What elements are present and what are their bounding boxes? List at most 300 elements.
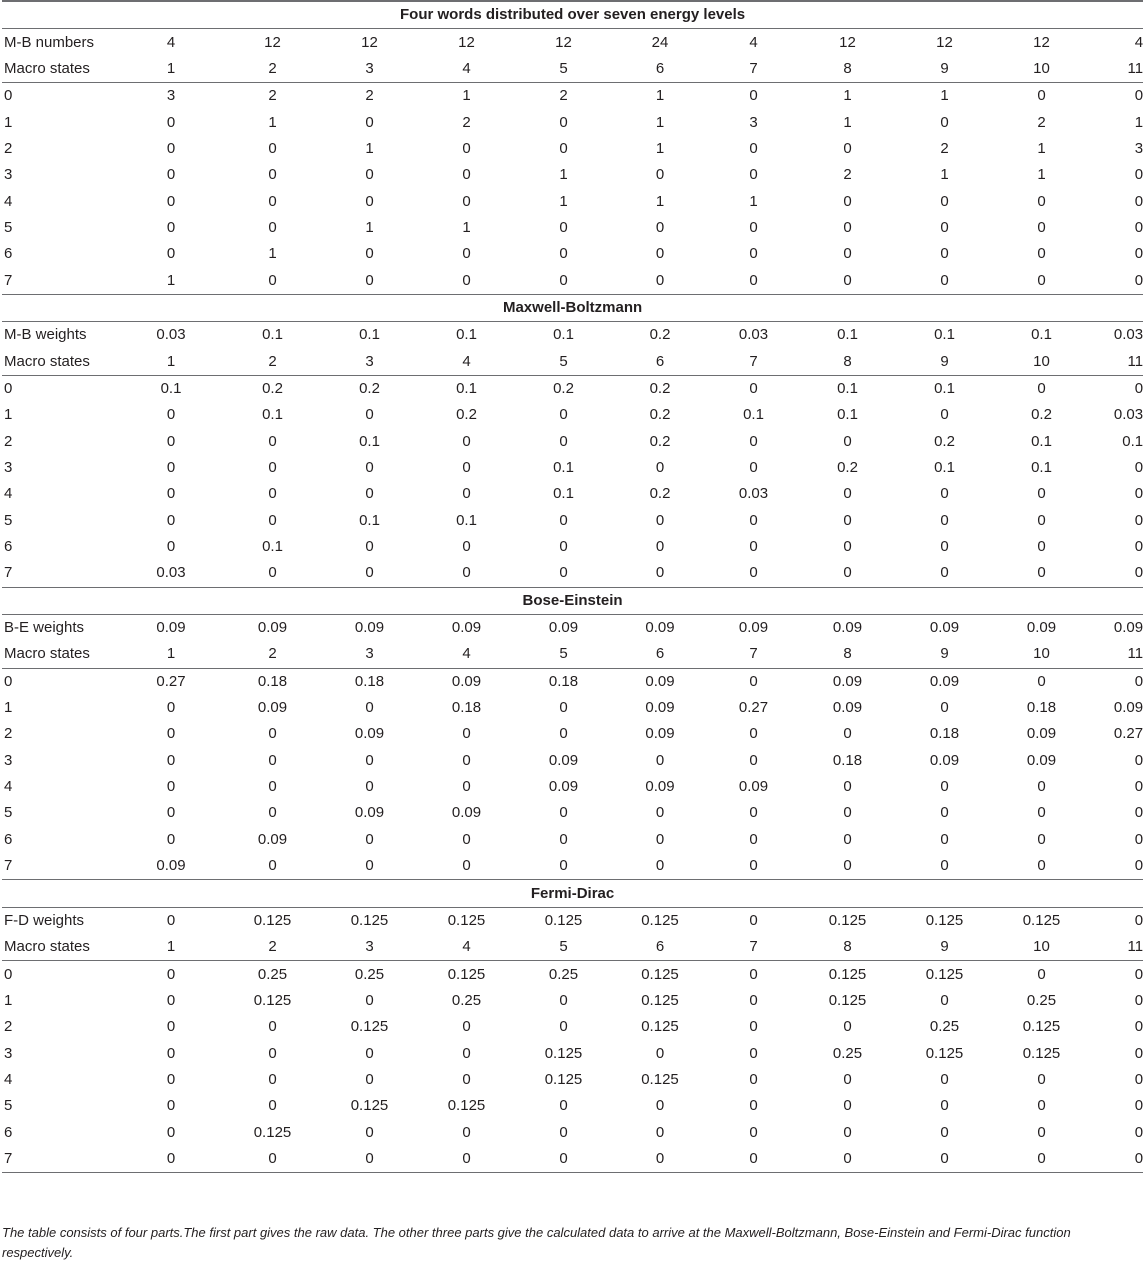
energy-level-row bbox=[2, 215, 1143, 241]
table-cell: 0 bbox=[1134, 965, 1144, 983]
weights-label: M-B numbers bbox=[4, 33, 95, 51]
table-cell: 0.125 bbox=[544, 1044, 583, 1062]
table-cell: 0 bbox=[749, 271, 758, 289]
table-cell: 0.125 bbox=[1022, 1044, 1061, 1062]
table-cell: 0 bbox=[1134, 538, 1144, 556]
table-cell: 0 bbox=[1037, 245, 1046, 263]
weight-cell: 0.03 bbox=[1113, 326, 1144, 344]
macro-state-cell: 5 bbox=[515, 348, 612, 375]
table-cell: 0.1 bbox=[934, 459, 955, 477]
energy-level-row bbox=[2, 534, 1143, 560]
table-cell: 0 bbox=[843, 485, 852, 503]
table-cell: 0 bbox=[655, 1097, 665, 1115]
table-cell: 0.18 bbox=[451, 699, 482, 717]
weight-cell: 12 bbox=[1033, 33, 1050, 51]
table-cell: 0.125 bbox=[350, 1097, 389, 1115]
table-cell: 0.09 bbox=[156, 857, 186, 875]
energy-level-row bbox=[2, 1014, 1143, 1040]
table-cell: 0 bbox=[749, 965, 758, 983]
table-cell: 0 bbox=[166, 432, 176, 450]
energy-level-label: 4 bbox=[4, 192, 13, 210]
table-cell: 0 bbox=[365, 699, 374, 717]
table-cell: 0 bbox=[166, 406, 176, 424]
weights-row bbox=[2, 29, 1143, 56]
table-cell: 0.09 bbox=[354, 725, 385, 743]
table-cell: 0 bbox=[1037, 857, 1046, 875]
weight-cell: 12 bbox=[555, 33, 572, 51]
table-cell: 0 bbox=[1134, 1097, 1144, 1115]
section-title: Bose-Einstein bbox=[2, 587, 1143, 614]
table-cell: 0 bbox=[1037, 192, 1046, 210]
table-cell: 0 bbox=[166, 804, 176, 822]
section-header-row bbox=[2, 880, 1143, 907]
table-cell: 0 bbox=[1134, 459, 1144, 477]
macro-states-row bbox=[2, 641, 1143, 668]
table-cell: 0 bbox=[462, 485, 471, 503]
table-cell: 0 bbox=[166, 485, 176, 503]
table-cell: 0.1 bbox=[160, 379, 182, 397]
table-cell: 0 bbox=[166, 459, 176, 477]
table-cell: 0 bbox=[166, 1097, 176, 1115]
table-footnote: The table consists of four parts.The first part gives the raw data. The other three parts give the calculated data to arrive at the Maxwell-Boltzmann, Bose-Einstein and Fermi-Dirac function respectively. bbox=[2, 1225, 1071, 1260]
energy-level-row bbox=[2, 668, 1143, 695]
table-cell: 0 bbox=[268, 271, 277, 289]
table-cell: 0.09 bbox=[645, 778, 675, 796]
table-cell: 0 bbox=[268, 1097, 277, 1115]
table-cell: 0 bbox=[166, 1070, 176, 1088]
table-cell: 0.09 bbox=[1113, 699, 1144, 717]
table-cell: 0 bbox=[1037, 564, 1046, 582]
energy-level-label: 5 bbox=[4, 804, 13, 822]
table-cell: 0 bbox=[166, 218, 176, 236]
weight-cell: 0.125 bbox=[253, 911, 292, 929]
table-cell: 0 bbox=[462, 1018, 471, 1036]
table-cell: 0 bbox=[655, 830, 665, 848]
table-cell: 0 bbox=[268, 218, 277, 236]
table-cell: 0 bbox=[166, 245, 176, 263]
table-cell: 1 bbox=[655, 192, 665, 210]
macro-state-cell: 1 bbox=[118, 56, 224, 83]
table-cell: 0 bbox=[1037, 511, 1046, 529]
table-cell: 0 bbox=[749, 804, 758, 822]
energy-level-label: 2 bbox=[4, 139, 13, 157]
table-cell: 0 bbox=[559, 218, 568, 236]
weight-cell: 0 bbox=[749, 911, 758, 929]
macro-state-cell: 6 bbox=[612, 56, 708, 83]
table-cell: 0 bbox=[749, 830, 758, 848]
table-cell: 1 bbox=[1037, 139, 1046, 157]
table-cell: 0 bbox=[462, 1070, 471, 1088]
weight-cell: 0.125 bbox=[1022, 911, 1061, 929]
table-cell: 0 bbox=[166, 192, 176, 210]
macro-state-cell: 3 bbox=[321, 934, 418, 961]
macro-state-cell: 2 bbox=[224, 348, 321, 375]
weight-cell: 0.1 bbox=[837, 326, 858, 344]
table-cell: 0 bbox=[365, 113, 374, 131]
weight-cell: 0.1 bbox=[1031, 326, 1052, 344]
table-cell: 0.1 bbox=[837, 406, 858, 424]
table-cell: 0 bbox=[1037, 965, 1046, 983]
table-cell: 0 bbox=[462, 432, 471, 450]
table-cell: 0 bbox=[559, 511, 568, 529]
weight-cell: 0.09 bbox=[156, 619, 186, 637]
table-cell: 0 bbox=[655, 511, 665, 529]
table-cell: 0 bbox=[166, 538, 176, 556]
macro-state-cell: 8 bbox=[799, 934, 896, 961]
energy-level-row bbox=[2, 1146, 1143, 1173]
energy-level-row bbox=[2, 748, 1143, 774]
table-cell: 0.09 bbox=[929, 672, 960, 690]
energy-level-row bbox=[2, 188, 1143, 214]
table-cell: 1 bbox=[1037, 166, 1046, 184]
table-cell: 0.1 bbox=[359, 511, 380, 529]
table-cell: 0 bbox=[940, 485, 949, 503]
energy-level-row bbox=[2, 695, 1143, 721]
table-cell: 0 bbox=[365, 245, 374, 263]
table-cell: 0.125 bbox=[350, 1018, 389, 1036]
table-cell: 0 bbox=[749, 857, 758, 875]
table-cell: 0.03 bbox=[156, 564, 186, 582]
table-cell: 0 bbox=[940, 406, 949, 424]
weight-cell: 0.125 bbox=[447, 911, 486, 929]
table-cell: 0 bbox=[843, 271, 852, 289]
weight-cell: 12 bbox=[458, 33, 475, 51]
table-cell: 0.125 bbox=[828, 965, 867, 983]
table-cell: 2 bbox=[365, 87, 374, 105]
table-cell: 0.125 bbox=[641, 1070, 679, 1088]
table-cell: 1 bbox=[462, 87, 471, 105]
table-cell: 0.125 bbox=[641, 1018, 679, 1036]
table-cell: 0 bbox=[940, 511, 949, 529]
table-cell: 0 bbox=[749, 218, 758, 236]
macro-state-cell: 9 bbox=[896, 641, 993, 668]
macro-state-cell: 1 bbox=[118, 641, 224, 668]
macro-state-cell: 9 bbox=[896, 348, 993, 375]
weight-cell: 24 bbox=[651, 33, 669, 51]
table-cell: 2 bbox=[462, 113, 471, 131]
table-cell: 0 bbox=[559, 725, 568, 743]
table-cell: 1 bbox=[940, 87, 949, 105]
energy-level-label: 1 bbox=[4, 113, 13, 131]
table-cell: 0 bbox=[268, 192, 277, 210]
energy-level-label: 4 bbox=[4, 1070, 13, 1088]
table-cell: 0 bbox=[843, 538, 852, 556]
table-cell: 0 bbox=[462, 166, 471, 184]
table-cell: 1 bbox=[365, 139, 374, 157]
table-cell: 0 bbox=[365, 406, 374, 424]
macro-state-cell: 2 bbox=[224, 641, 321, 668]
table-cell: 0 bbox=[559, 245, 568, 263]
table-cell: 0 bbox=[1134, 778, 1144, 796]
table-cell: 0 bbox=[749, 751, 758, 769]
table-cell: 0.1 bbox=[456, 511, 477, 529]
table-cell: 0 bbox=[843, 857, 852, 875]
table-cell: 0 bbox=[655, 459, 665, 477]
table-cell: 0.09 bbox=[645, 672, 675, 690]
table-cell: 0 bbox=[166, 751, 176, 769]
energy-level-label: 0 bbox=[4, 672, 13, 690]
table-cell: 0 bbox=[166, 830, 176, 848]
table-cell: 0 bbox=[1134, 87, 1144, 105]
table-cell: 0.2 bbox=[1031, 406, 1052, 424]
macro-state-cell: 11 bbox=[1090, 934, 1143, 961]
macro-state-cell: 4 bbox=[418, 348, 515, 375]
table-cell: 0 bbox=[365, 166, 374, 184]
table-cell: 0.09 bbox=[257, 830, 288, 848]
weight-cell: 0.09 bbox=[738, 619, 769, 637]
table-cell: 0.18 bbox=[929, 725, 960, 743]
energy-level-label: 3 bbox=[4, 459, 13, 477]
table-cell: 0 bbox=[1134, 751, 1144, 769]
weights-row bbox=[2, 322, 1143, 349]
table-cell: 1 bbox=[655, 87, 665, 105]
table-cell: 3 bbox=[749, 113, 758, 131]
energy-level-label: 2 bbox=[4, 432, 13, 450]
table-cell: 0 bbox=[559, 538, 568, 556]
macro-state-cell: 2 bbox=[224, 56, 321, 83]
table-cell: 0 bbox=[1037, 804, 1046, 822]
table-cell: 0 bbox=[268, 778, 277, 796]
table-cell: 0 bbox=[166, 511, 176, 529]
table-cell: 0 bbox=[655, 271, 665, 289]
table-cell: 0 bbox=[268, 511, 277, 529]
table-cell: 0.1 bbox=[934, 379, 955, 397]
weight-cell: 0 bbox=[166, 911, 176, 929]
table-cell: 0.125 bbox=[925, 1044, 964, 1062]
table-cell: 1 bbox=[268, 245, 277, 263]
energy-level-label: 2 bbox=[4, 725, 13, 743]
table-cell: 0 bbox=[843, 1070, 852, 1088]
table-cell: 1 bbox=[559, 166, 568, 184]
energy-level-row bbox=[2, 1040, 1143, 1066]
table-cell: 0.2 bbox=[456, 406, 477, 424]
table-cell: 0.09 bbox=[451, 672, 482, 690]
energy-level-label: 3 bbox=[4, 1044, 13, 1062]
table-cell: 0.2 bbox=[837, 459, 858, 477]
table-cell: 0 bbox=[462, 778, 471, 796]
table-cell: 0 bbox=[462, 459, 471, 477]
table-cell: 0 bbox=[1090, 1146, 1143, 1173]
table-cell: 0 bbox=[749, 1070, 758, 1088]
energy-level-label: 6 bbox=[4, 245, 13, 263]
table-cell: 0 bbox=[843, 564, 852, 582]
table-cell: 0 bbox=[940, 804, 949, 822]
macro-state-cell: 11 bbox=[1090, 348, 1143, 375]
table-cell: 3 bbox=[166, 87, 176, 105]
table-cell: 0 bbox=[268, 139, 277, 157]
table-cell: 0 bbox=[268, 432, 277, 450]
weight-cell: 0.03 bbox=[156, 326, 186, 344]
table-cell: 2 bbox=[940, 139, 949, 157]
table-cell: 0.125 bbox=[641, 965, 679, 983]
table-cell: 1 bbox=[655, 113, 665, 131]
macro-states-label: Macro states bbox=[2, 56, 118, 83]
table-cell: 1 bbox=[559, 192, 568, 210]
energy-level-row bbox=[2, 481, 1143, 507]
table-cell: 0 bbox=[843, 725, 852, 743]
weight-cell: 0.09 bbox=[354, 619, 385, 637]
table-cell: 0 bbox=[268, 459, 277, 477]
energy-level-row bbox=[2, 988, 1143, 1014]
energy-level-label: 0 bbox=[4, 379, 13, 397]
table-cell: 0.2 bbox=[359, 379, 380, 397]
table-cell: 0 bbox=[268, 751, 277, 769]
energy-level-label: 3 bbox=[4, 166, 13, 184]
table-cell: 0.09 bbox=[1026, 725, 1057, 743]
table-cell: 0 bbox=[559, 1097, 568, 1115]
energy-level-label: 6 bbox=[4, 538, 13, 556]
table-cell: 0 bbox=[1134, 1044, 1144, 1062]
macro-state-cell: 4 bbox=[418, 56, 515, 83]
table-cell: 0.1 bbox=[553, 485, 574, 503]
table-cell: 0.2 bbox=[649, 406, 671, 424]
table-cell: 0 bbox=[1037, 1123, 1046, 1141]
energy-level-row bbox=[2, 241, 1143, 267]
section-header-row bbox=[2, 294, 1143, 321]
table-cell: 0 bbox=[559, 991, 568, 1009]
table-cell: 0 bbox=[365, 751, 374, 769]
table-cell: 0 bbox=[940, 1070, 949, 1088]
energy-level-row bbox=[2, 560, 1143, 587]
table-cell: 0 bbox=[940, 1097, 949, 1115]
table-cell: 0 bbox=[1134, 672, 1144, 690]
energy-level-label: 0 bbox=[4, 965, 13, 983]
macro-state-cell: 10 bbox=[993, 348, 1090, 375]
table-cell: 0 bbox=[462, 271, 471, 289]
table-cell: 0 bbox=[559, 857, 568, 875]
table-cell: 0.09 bbox=[451, 804, 482, 822]
table-cell: 0 bbox=[166, 1044, 176, 1062]
table-cell: 0 bbox=[166, 778, 176, 796]
macro-state-cell: 6 bbox=[612, 934, 708, 961]
table-cell: 0 bbox=[940, 564, 949, 582]
table-cell: 0.25 bbox=[929, 1018, 960, 1036]
table-cell: 0.125 bbox=[544, 1070, 583, 1088]
table-cell: 0.18 bbox=[1026, 699, 1057, 717]
table-cell: 0 bbox=[940, 245, 949, 263]
energy-level-row bbox=[2, 109, 1143, 135]
energy-level-row bbox=[2, 1093, 1143, 1119]
table-cell: 0 bbox=[462, 564, 471, 582]
table-cell: 0 bbox=[268, 564, 277, 582]
weight-cell: 0.2 bbox=[649, 326, 671, 344]
table-cell: 0 bbox=[655, 751, 665, 769]
table-cell: 0.125 bbox=[641, 991, 679, 1009]
table-cell: 0 bbox=[843, 1018, 852, 1036]
table-cell: 0 bbox=[166, 139, 176, 157]
table-cell: 0 bbox=[749, 245, 758, 263]
weight-cell: 0.1 bbox=[262, 326, 283, 344]
table-cell: 0.09 bbox=[645, 699, 675, 717]
table-cell: 0 bbox=[749, 511, 758, 529]
macro-state-cell: 1 bbox=[118, 348, 224, 375]
table-cell: 0 bbox=[749, 538, 758, 556]
weight-cell: 0.09 bbox=[929, 619, 960, 637]
table-cell: 0 bbox=[268, 1018, 277, 1036]
macro-state-cell: 4 bbox=[418, 934, 515, 961]
table-cell: 0 bbox=[118, 1146, 224, 1173]
table-cell: 0 bbox=[365, 192, 374, 210]
table-cell: 0 bbox=[940, 830, 949, 848]
table-cell: 0 bbox=[896, 1146, 993, 1173]
table-cell: 0 bbox=[462, 830, 471, 848]
table-cell: 1 bbox=[365, 218, 374, 236]
energy-level-row bbox=[2, 721, 1143, 747]
energy-level-row bbox=[2, 267, 1143, 294]
table-cell: 0 bbox=[1037, 379, 1046, 397]
table-cell: 0 bbox=[1134, 1018, 1144, 1036]
table-cell: 0 bbox=[1134, 218, 1144, 236]
table-cell: 0 bbox=[655, 218, 665, 236]
table-cell: 0 bbox=[268, 485, 277, 503]
statistics-table bbox=[2, 0, 1143, 1173]
energy-level-row bbox=[2, 508, 1143, 534]
table-cell: 0 bbox=[655, 1044, 665, 1062]
table-cell: 0.1 bbox=[262, 406, 283, 424]
table-cell: 0 bbox=[1134, 1123, 1144, 1141]
weight-cell: 0 bbox=[1134, 911, 1144, 929]
energy-level-label: 4 bbox=[4, 485, 13, 503]
table-cell: 0 bbox=[365, 1070, 374, 1088]
table-cell: 0 bbox=[1037, 778, 1046, 796]
table-cell: 0.09 bbox=[645, 725, 675, 743]
table-cell: 2 bbox=[559, 87, 568, 105]
table-cell: 0 bbox=[365, 778, 374, 796]
table-cell: 1 bbox=[940, 166, 949, 184]
table-cell: 0.18 bbox=[354, 672, 385, 690]
table-cell: 0 bbox=[655, 1123, 665, 1141]
table-cell: 0.09 bbox=[738, 778, 769, 796]
table-cell: 0 bbox=[1037, 830, 1046, 848]
macro-state-cell: 8 bbox=[799, 56, 896, 83]
table-cell: 0 bbox=[365, 857, 374, 875]
energy-level-row bbox=[2, 827, 1143, 853]
section-header-row bbox=[2, 1, 1143, 29]
table-cell: 0 bbox=[462, 192, 471, 210]
energy-level-label: 3 bbox=[4, 751, 13, 769]
macro-state-cell: 5 bbox=[515, 641, 612, 668]
macro-state-cell: 10 bbox=[993, 56, 1090, 83]
table-cell: 0 bbox=[749, 166, 758, 184]
table-body bbox=[2, 1, 1143, 1173]
table-cell: 2 bbox=[843, 166, 852, 184]
table-cell: 0.125 bbox=[828, 991, 867, 1009]
table-cell: 2 bbox=[268, 87, 277, 105]
weight-cell: 0.09 bbox=[1113, 619, 1144, 637]
table-cell: 0 bbox=[843, 1097, 852, 1115]
table-cell: 0 bbox=[166, 965, 176, 983]
table-cell: 0 bbox=[940, 271, 949, 289]
energy-level-label: 4 bbox=[4, 778, 13, 796]
table-cell: 0 bbox=[268, 166, 277, 184]
table-cell: 0 bbox=[462, 538, 471, 556]
table-cell: 1 bbox=[655, 139, 665, 157]
table-cell: 0 bbox=[843, 804, 852, 822]
table-cell: 0 bbox=[224, 1146, 321, 1173]
table-cell: 0 bbox=[843, 218, 852, 236]
energy-level-row bbox=[2, 429, 1143, 455]
table-cell: 0.1 bbox=[553, 459, 574, 477]
table-cell: 0 bbox=[268, 1070, 277, 1088]
table-cell: 0 bbox=[749, 139, 758, 157]
table-cell: 1 bbox=[843, 113, 852, 131]
energy-level-label: 1 bbox=[4, 991, 13, 1009]
table-cell: 0 bbox=[462, 751, 471, 769]
table-cell: 0 bbox=[940, 218, 949, 236]
macro-state-cell: 9 bbox=[896, 56, 993, 83]
energy-level-label: 0 bbox=[4, 87, 13, 105]
table-cell: 0 bbox=[166, 699, 176, 717]
